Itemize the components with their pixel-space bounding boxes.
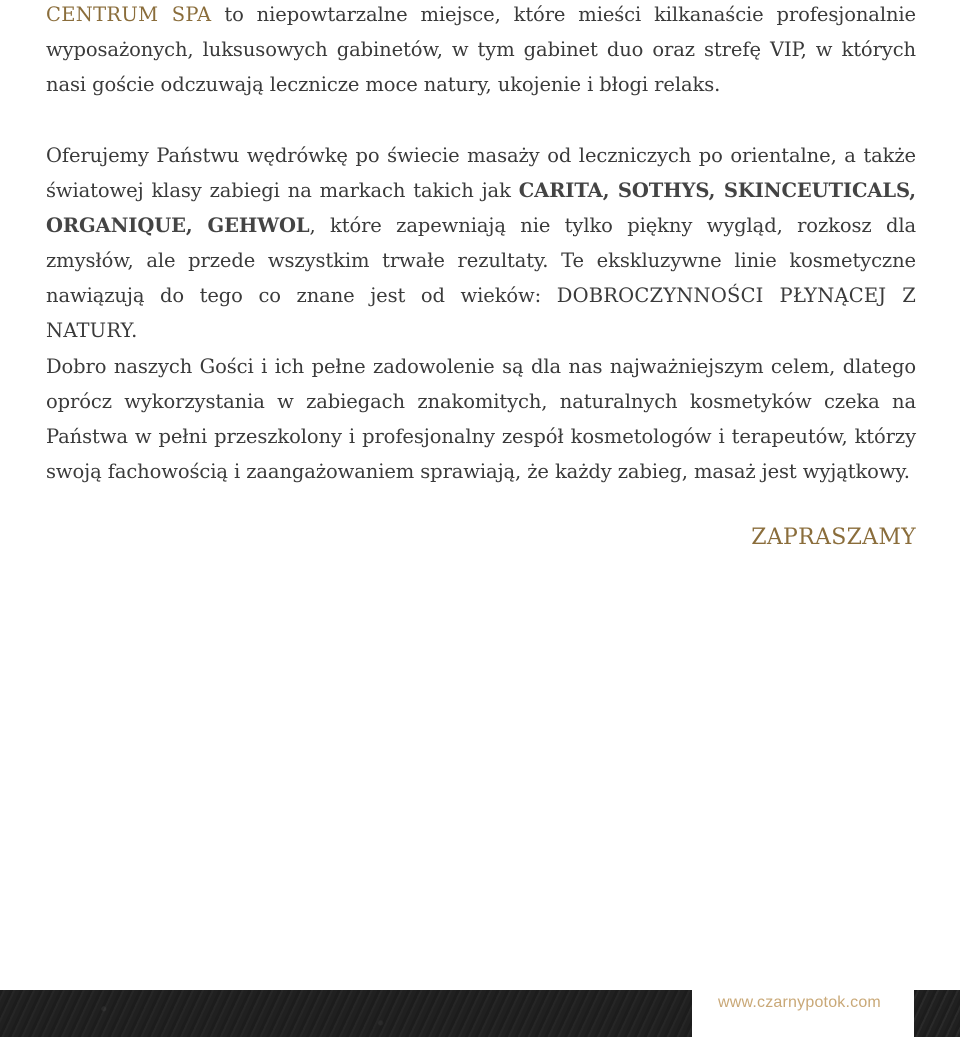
guests-paragraph: Dobro naszych Gości i ich pełne zadowolenie są dla nas najważniejszym celem, dlatego oprócz wykorzystania w zabiegach znakomitych, naturalnych kosmetyków czeka na Państwa w pełni przeszkolony i profesjonalny zespół kosmetologów i terapeutów, którzy swoją fachowością i zaangażowaniem sprawiają, że każdy zabieg, masaż jest wyjątkowy. xyxy=(46,355,916,483)
invitation-heading: ZAPRASZAMY xyxy=(751,525,916,550)
motto: DOBROCZYNNOŚCI PŁYNĄCEJ Z NATURY. xyxy=(46,284,916,342)
cosmetic-brands: CARITA, SOTHYS, SKINCEUTICALS, ORGANIQUE, GEHWOL xyxy=(46,179,916,237)
footer-texture-right xyxy=(914,990,960,1037)
footer-bar xyxy=(0,990,960,1037)
offer-paragraph xyxy=(46,138,916,348)
offer-text-after: , które zapewniają nie tylko piękny wygląd, rozkosz dla zmysłów, ale przede wszystkim trwałe rezultaty. Te ekskluzywne linie kosmetyczne nawiązują do tego co znane jest od wieków: xyxy=(46,214,916,307)
brand-name: CENTRUM SPA xyxy=(46,3,212,26)
offer-text-before: Oferujemy Państwu wędrówkę po świecie masaży od leczniczych po orientalne, a także światowej klasy zabiegi na markach takich jak xyxy=(46,144,916,202)
intro-text: to niepowtarzalne miejsce, które mieści kilkanaście profesjonalnie wyposażonych, luksusowych gabinetów, w tym gabinet duo oraz strefę VIP, w których nasi goście odczuwają lecznicze moce natury, ukojenie i błogi relaks. xyxy=(46,3,916,96)
intro-paragraph xyxy=(46,0,916,102)
footer-texture-left xyxy=(0,990,692,1037)
website-link[interactable]: www.czarnypotok.com xyxy=(718,994,881,1011)
